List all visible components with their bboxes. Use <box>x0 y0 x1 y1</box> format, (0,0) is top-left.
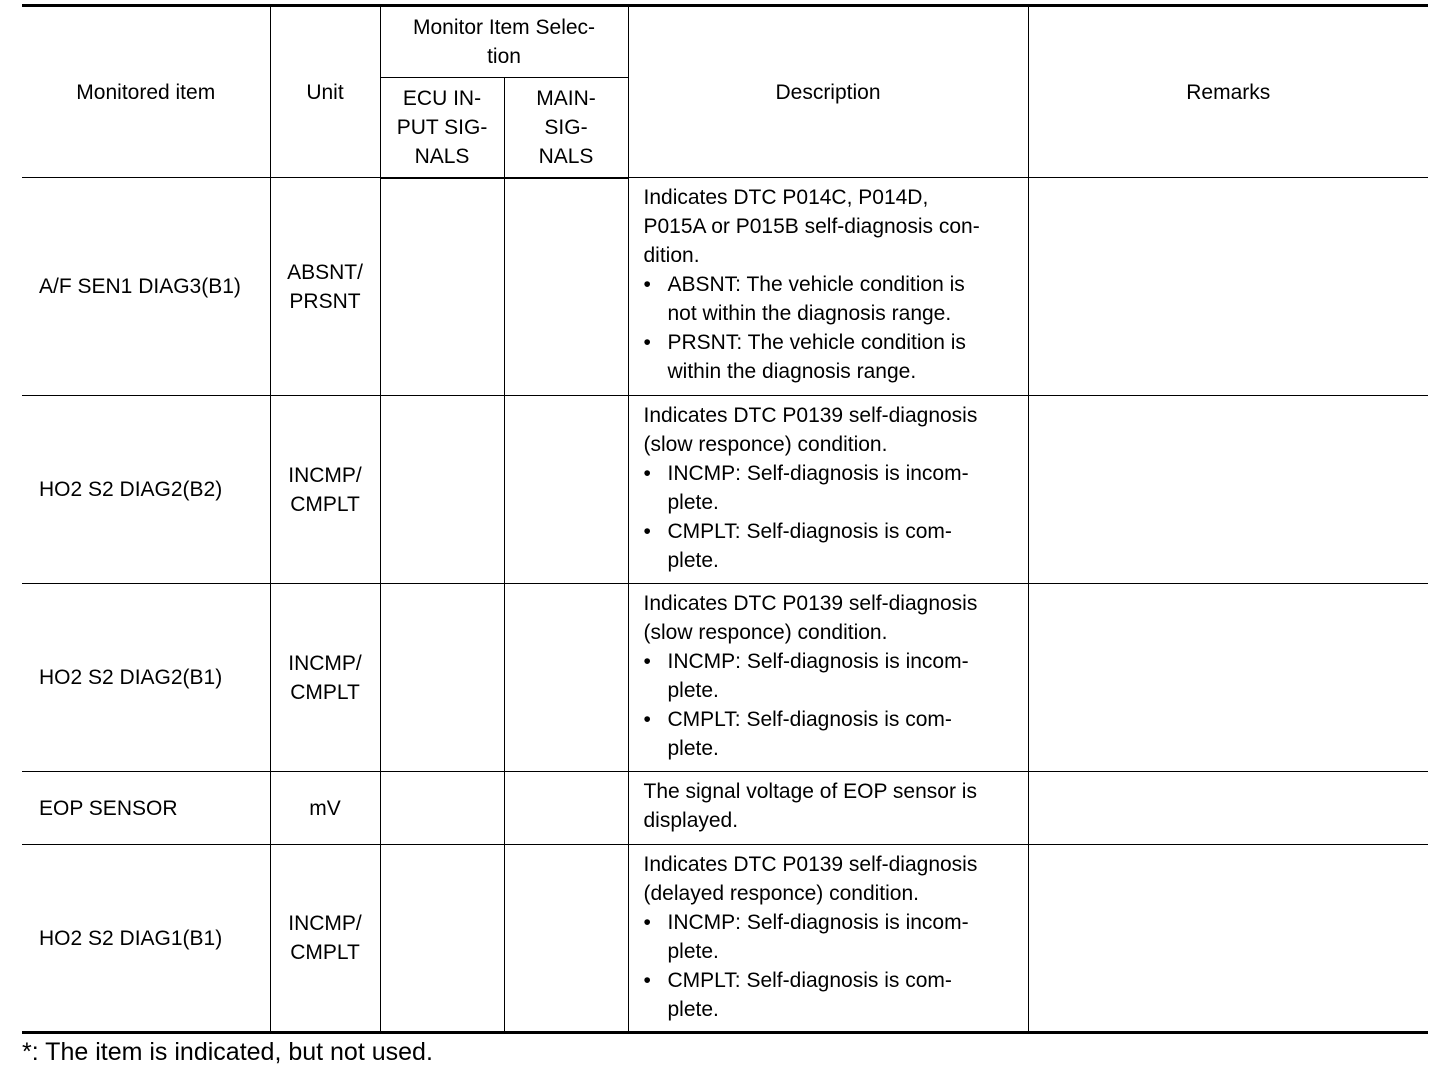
bullet-line: plete. <box>667 998 719 1021</box>
table-row <box>22 584 1428 772</box>
remarks-cell <box>1028 178 1428 396</box>
description-bullet <box>644 966 1020 1024</box>
monitored-item-cell: HO2 S2 DIAG2(B1) <box>22 584 270 772</box>
remarks-cell <box>1028 772 1428 845</box>
bullet-icon: • <box>643 462 651 485</box>
description-line: Indicates DTC P014C, P014D, <box>643 186 929 209</box>
bullet-line: plete. <box>667 549 719 572</box>
unit-line: CMPLT <box>290 941 360 964</box>
description-line: (slow responce) condition. <box>643 621 888 644</box>
bullet-line: CMPLT: Self-diagnosis is com- <box>667 708 952 731</box>
bullet-icon: • <box>643 650 651 673</box>
bullet-icon: • <box>643 273 651 296</box>
description-bullet <box>644 705 1020 763</box>
bullet-line: plete. <box>667 491 719 514</box>
description-line: P015A or P015B self-diagnosis con- <box>643 215 980 238</box>
header-line: NALS <box>538 144 594 168</box>
table-row <box>22 178 1428 396</box>
monitored-item-cell: HO2 S2 DIAG2(B2) <box>22 396 270 584</box>
bullet-icon: • <box>643 911 651 934</box>
description-bullet <box>644 328 1020 386</box>
unit-line: ABSNT/ <box>287 260 363 284</box>
unit-line: PRSNT <box>289 289 361 313</box>
description-line: dition. <box>643 244 700 267</box>
bullet-line: INCMP: Self-diagnosis is incom- <box>667 462 969 485</box>
bullet-line: not within the diagnosis range. <box>667 302 952 325</box>
bullet-line: within the diagnosis range. <box>667 360 917 383</box>
description-cell <box>628 772 1028 845</box>
main-signals-cell <box>504 772 628 845</box>
remarks-cell <box>1028 584 1428 772</box>
main-signals-cell <box>504 584 628 772</box>
description-line: Indicates DTC P0139 self-diagnosis <box>643 853 978 876</box>
unit-line: INCMP/ <box>288 651 362 675</box>
ecu-input-signals-cell <box>380 584 504 772</box>
description-cell <box>628 178 1028 396</box>
description-bullet <box>644 517 1020 575</box>
description-line: (slow responce) condition. <box>643 433 888 456</box>
unit-line: INCMP/ <box>288 912 362 935</box>
header-monitored-item: Monitored item <box>22 6 270 178</box>
description-line: (delayed responce) condition. <box>643 882 920 905</box>
unit-cell <box>270 178 380 396</box>
unit-line: CMPLT <box>290 492 360 516</box>
header-line: NALS <box>414 144 470 168</box>
monitor-items-table <box>22 4 1428 1034</box>
unit-cell <box>270 845 380 1033</box>
unit-cell <box>270 772 380 845</box>
main-signals-cell <box>504 845 628 1033</box>
header-remarks: Remarks <box>1028 6 1428 178</box>
description-bullet <box>644 647 1020 705</box>
description-bullet <box>644 459 1020 517</box>
header-line: Monitor Item Selec- <box>412 16 596 39</box>
bullet-line: plete. <box>667 679 719 702</box>
unit-cell <box>270 584 380 772</box>
table-row <box>22 772 1428 845</box>
bullet-line: ABSNT: The vehicle condition is <box>667 273 965 296</box>
main-signals-cell <box>504 178 628 396</box>
ecu-input-signals-cell <box>380 845 504 1033</box>
description-cell <box>628 584 1028 772</box>
remarks-cell <box>1028 845 1428 1033</box>
description-bullet <box>644 908 1020 966</box>
description-line: Indicates DTC P0139 self-diagnosis <box>643 592 978 615</box>
header-line: tion <box>487 45 521 68</box>
description-line: The signal voltage of EOP sensor is <box>643 780 977 803</box>
header-line: ECU IN- <box>402 86 482 110</box>
ecu-input-signals-cell <box>380 772 504 845</box>
description-cell <box>628 396 1028 584</box>
bullet-line: CMPLT: Self-diagnosis is com- <box>667 520 952 543</box>
bullet-line: PRSNT: The vehicle condition is <box>667 331 966 354</box>
header-description: Description <box>628 6 1028 178</box>
monitored-item-cell: A/F SEN1 DIAG3(B1) <box>22 178 270 396</box>
ecu-input-signals-cell <box>380 396 504 584</box>
header-line: MAIN- <box>536 86 596 110</box>
remarks-cell <box>1028 396 1428 584</box>
unit-cell <box>270 396 380 584</box>
table-row <box>22 396 1428 584</box>
header-line: PUT SIG- <box>396 115 488 139</box>
monitored-item-cell: EOP SENSOR <box>22 772 270 845</box>
bullet-line: INCMP: Self-diagnosis is incom- <box>667 911 969 934</box>
header-line: SIG- <box>544 115 588 139</box>
bullet-line: plete. <box>667 940 719 963</box>
description-cell <box>628 845 1028 1033</box>
unit-line: INCMP/ <box>288 463 362 487</box>
header-ecu-input-signals <box>380 78 504 178</box>
bullet-line: INCMP: Self-diagnosis is incom- <box>667 650 969 673</box>
description-line: displayed. <box>643 809 739 832</box>
bullet-line: plete. <box>667 737 719 760</box>
main-signals-cell <box>504 396 628 584</box>
unit-line: CMPLT <box>290 680 360 704</box>
bullet-icon: • <box>643 708 651 731</box>
header-main-signals <box>504 78 628 178</box>
bullet-icon: • <box>643 520 651 543</box>
bullet-icon: • <box>643 331 651 354</box>
table-row <box>22 845 1428 1033</box>
monitored-item-cell: HO2 S2 DIAG1(B1) <box>22 845 270 1033</box>
footnote: *: The item is indicated, but not used. <box>22 1038 433 1066</box>
bullet-line: CMPLT: Self-diagnosis is com- <box>667 969 952 992</box>
description-line: Indicates DTC P0139 self-diagnosis <box>643 404 978 427</box>
ecu-input-signals-cell <box>380 178 504 396</box>
header-monitor-item-selection <box>380 6 628 78</box>
unit-line: mV <box>309 796 341 820</box>
bullet-icon: • <box>643 969 651 992</box>
description-bullet <box>644 270 1020 328</box>
header-unit: Unit <box>270 6 380 178</box>
